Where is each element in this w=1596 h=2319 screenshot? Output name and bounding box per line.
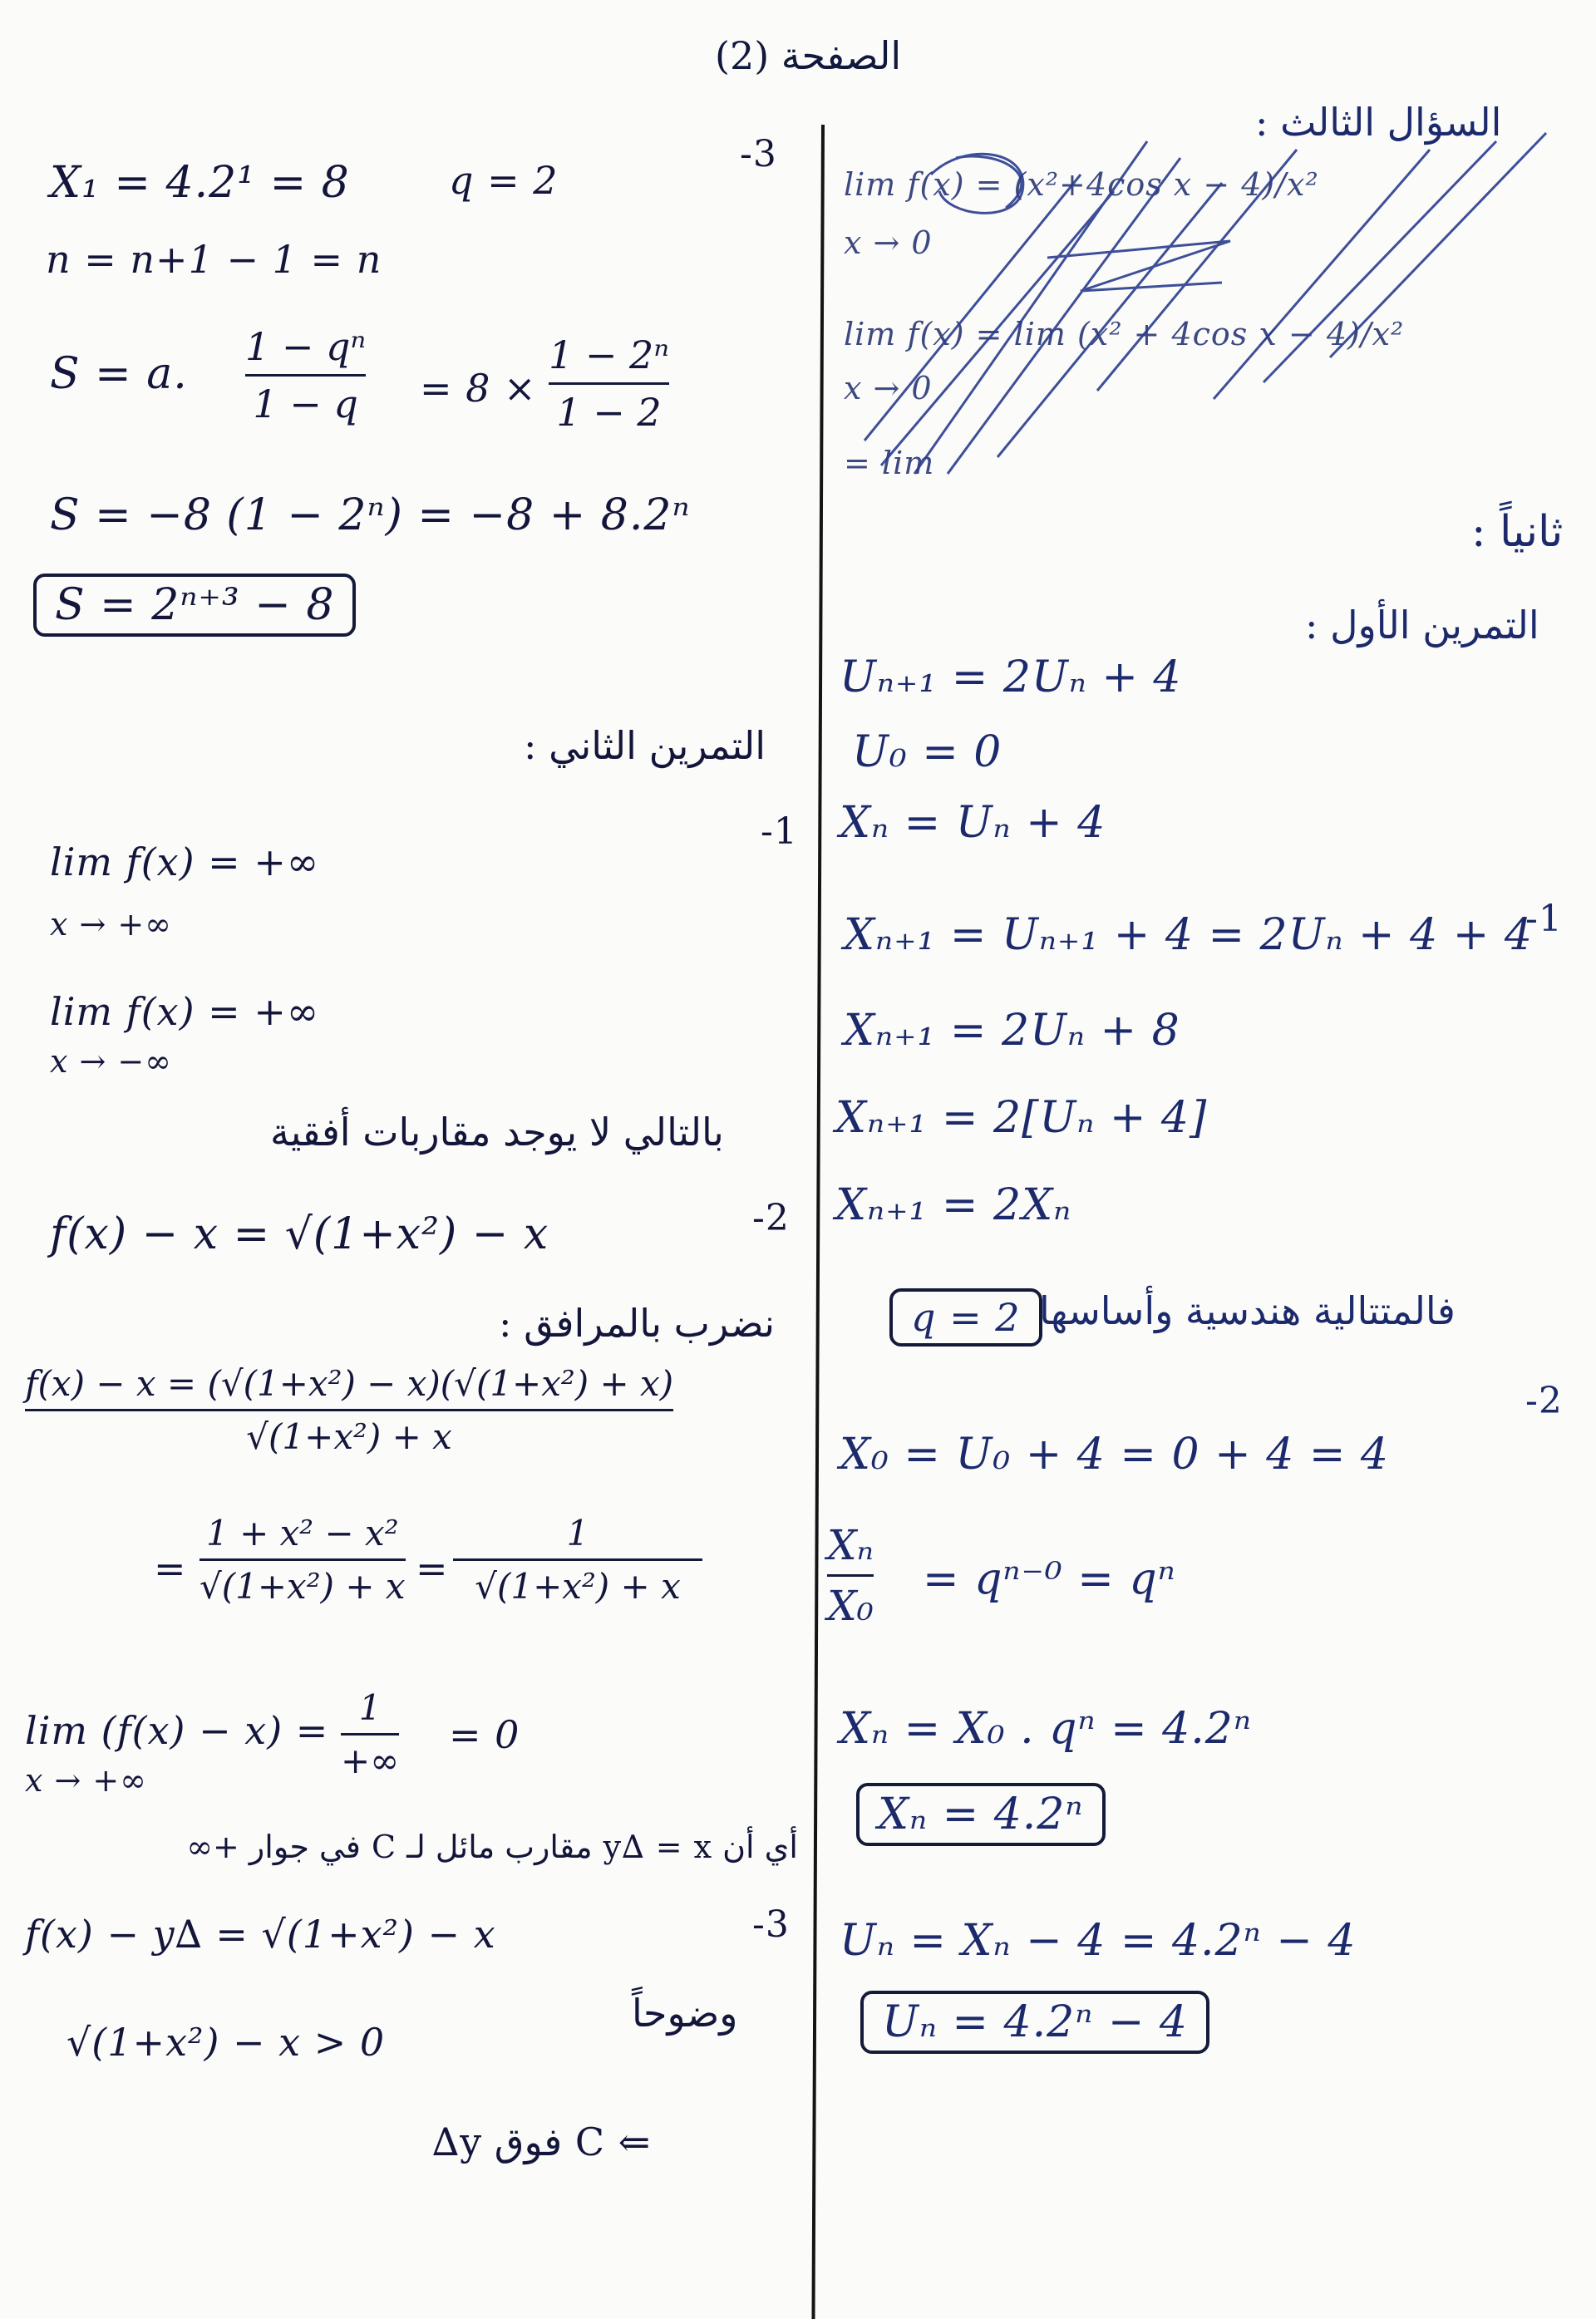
sum-frac-1-num: 1 − qⁿ: [245, 324, 367, 369]
asymptote-text: أي أن y∆ = x مقارب مائل لـ C في جوار +∞: [186, 1829, 798, 1865]
strikethrough-scribble: [831, 125, 1563, 490]
xn-line: Xₙ = X₀ . qⁿ = 4.2ⁿ: [840, 1704, 1252, 1754]
conjugate-text: نضرب بالمرافق :: [499, 1301, 776, 1346]
sum-frac-2-num: 1 − 2ⁿ: [549, 332, 669, 377]
ratio-fraction: [827, 1521, 874, 1630]
struck-lim-1-sub: x → 0: [844, 224, 933, 261]
struck-lim-1: lim f(x) = (x²+4cos x − 4)/x²: [844, 166, 1319, 203]
un-line: Uₙ = Xₙ − 4 = 4.2ⁿ − 4: [840, 1916, 1357, 1966]
right-part1-marker: -1: [1525, 898, 1563, 940]
step-fraction-1: [200, 1513, 406, 1607]
lim-diff-fraction: [341, 1687, 399, 1781]
ratio-bar: [827, 1574, 874, 1577]
exercise1-title: التمرين الأول :: [1305, 603, 1539, 647]
exercise2-title: التمرين الثاني :: [524, 723, 766, 768]
step-den-2: √(1+x²) + x: [475, 1566, 681, 1607]
sum-frac-1-bar: [245, 374, 366, 377]
sum-result-box: S = 2ⁿ⁺³ − 8: [33, 574, 356, 637]
step-bar-1: [200, 1558, 406, 1561]
step-bar-2: [453, 1558, 702, 1561]
left-part3-marker: -3: [740, 133, 777, 175]
n-line: n = n+1 − 1 = n: [46, 237, 382, 282]
conjugate-denominator: √(1+x²) + x: [246, 1416, 452, 1457]
page-label: الصفحة (2): [715, 33, 902, 78]
x0-line: X₀ = U₀ + 4 = 0 + 4 = 4: [840, 1430, 1390, 1480]
sum-frac-2-bar: [549, 382, 669, 385]
ratio-den: X₀: [827, 1582, 874, 1630]
lim-diff-sub: x → +∞: [25, 1762, 147, 1799]
lim-frac-bar: [341, 1733, 399, 1736]
sum-frac-2-den: 1 − 2: [556, 390, 662, 435]
x-next-2: Xₙ₊₁ = 2Uₙ + 8: [844, 1006, 1180, 1056]
lim-diff-result: = 0: [449, 1712, 520, 1757]
lim-plus-inf-sub: x → +∞: [50, 906, 172, 943]
left-part2-marker: -2: [752, 1197, 790, 1239]
lim-frac-num: 1: [358, 1687, 382, 1728]
diff-line: f(x) − x = √(1+x²) − x: [50, 1209, 549, 1259]
u0-value: U₀ = 0: [852, 727, 1002, 777]
ratio-num: Xₙ: [827, 1521, 874, 1569]
x-next-4: Xₙ₊₁ = 2Xₙ: [835, 1180, 1072, 1230]
positive-line: √(1+x²) − x > 0: [66, 2020, 386, 2065]
lim-minus-inf-sub: x → −∞: [50, 1043, 172, 1080]
geometric-text: فالمتتالية هندسية وأساسها: [1039, 1288, 1456, 1333]
no-horizontal-asymptote: بالتالي لا يوجد مقاربات أفقية: [270, 1110, 724, 1155]
q-line: q = 2: [449, 158, 559, 203]
sum-frac-1: [245, 324, 366, 426]
xn-box: Xₙ = 4.2ⁿ: [856, 1783, 1106, 1846]
lim-frac-den: +∞: [341, 1740, 400, 1781]
x-definition: Xₙ = Uₙ + 4: [840, 798, 1106, 848]
x-next-3: Xₙ₊₁ = 2[Uₙ + 4]: [835, 1093, 1208, 1143]
question3-title: السؤال الثالث :: [1255, 100, 1502, 145]
ratio-box: q = 2: [889, 1288, 1042, 1347]
x-next-1: Xₙ₊₁ = Uₙ₊₁ + 4 = 2Uₙ + 4 + 4: [844, 910, 1533, 960]
sum-formula-lhs: S = a.: [50, 349, 188, 399]
struck-lim-2-sub: x → 0: [844, 370, 933, 406]
lim-plus-inf: lim f(x) = +∞: [50, 839, 320, 884]
clearly-text: وضوحاً: [632, 1991, 738, 2036]
sum-frac-1-den: 1 − q: [253, 382, 358, 426]
ratio-rhs: = qⁿ⁻⁰ = qⁿ: [923, 1554, 1176, 1604]
step-den-1: √(1+x²) + x: [200, 1566, 406, 1607]
un-box: Uₙ = 4.2ⁿ − 4: [860, 1991, 1209, 2054]
x1-line: X₁ = 4.2¹ = 8: [50, 158, 350, 208]
conjugate-numerator: f(x) − x = (√(1+x²) − x)(√(1+x²) + x): [25, 1363, 674, 1404]
conjugate-bar: [25, 1409, 673, 1411]
second-part-title: ثانياً :: [1471, 507, 1564, 557]
sum-frac-2: [549, 332, 669, 435]
left-part3b-marker: -3: [752, 1903, 790, 1946]
left-part1-marker: -1: [761, 810, 798, 853]
struck-lim-2: lim f(x) = lim (x² + 4cos x − 4)/x²: [844, 316, 1405, 352]
lim-minus-inf: lim f(x) = +∞: [50, 989, 320, 1034]
conjugate-fraction: [25, 1363, 673, 1457]
step-num-2: 1: [566, 1513, 589, 1553]
conclusion-line: ⇐ C فوق y∆: [432, 2120, 652, 2164]
struck-lim-3: = lim: [844, 445, 935, 481]
equals-sign-2: =: [416, 1546, 449, 1591]
column-divider: [811, 125, 825, 2319]
step-num-1: 1 + x² − x²: [206, 1513, 399, 1553]
position-line: f(x) − y∆ = √(1+x²) − x: [25, 1912, 496, 1957]
sum-mid: = 8 ×: [420, 366, 537, 411]
sum-expand: S = −8 (1 − 2ⁿ) = −8 + 8.2ⁿ: [50, 490, 691, 540]
right-part2-marker: -2: [1525, 1380, 1563, 1422]
step-fraction-2: [453, 1513, 702, 1607]
lim-diff: lim (f(x) − x) =: [25, 1708, 329, 1753]
equals-sign-1: =: [154, 1546, 187, 1591]
u-recurrence: Uₙ₊₁ = 2Uₙ + 4: [840, 652, 1182, 702]
